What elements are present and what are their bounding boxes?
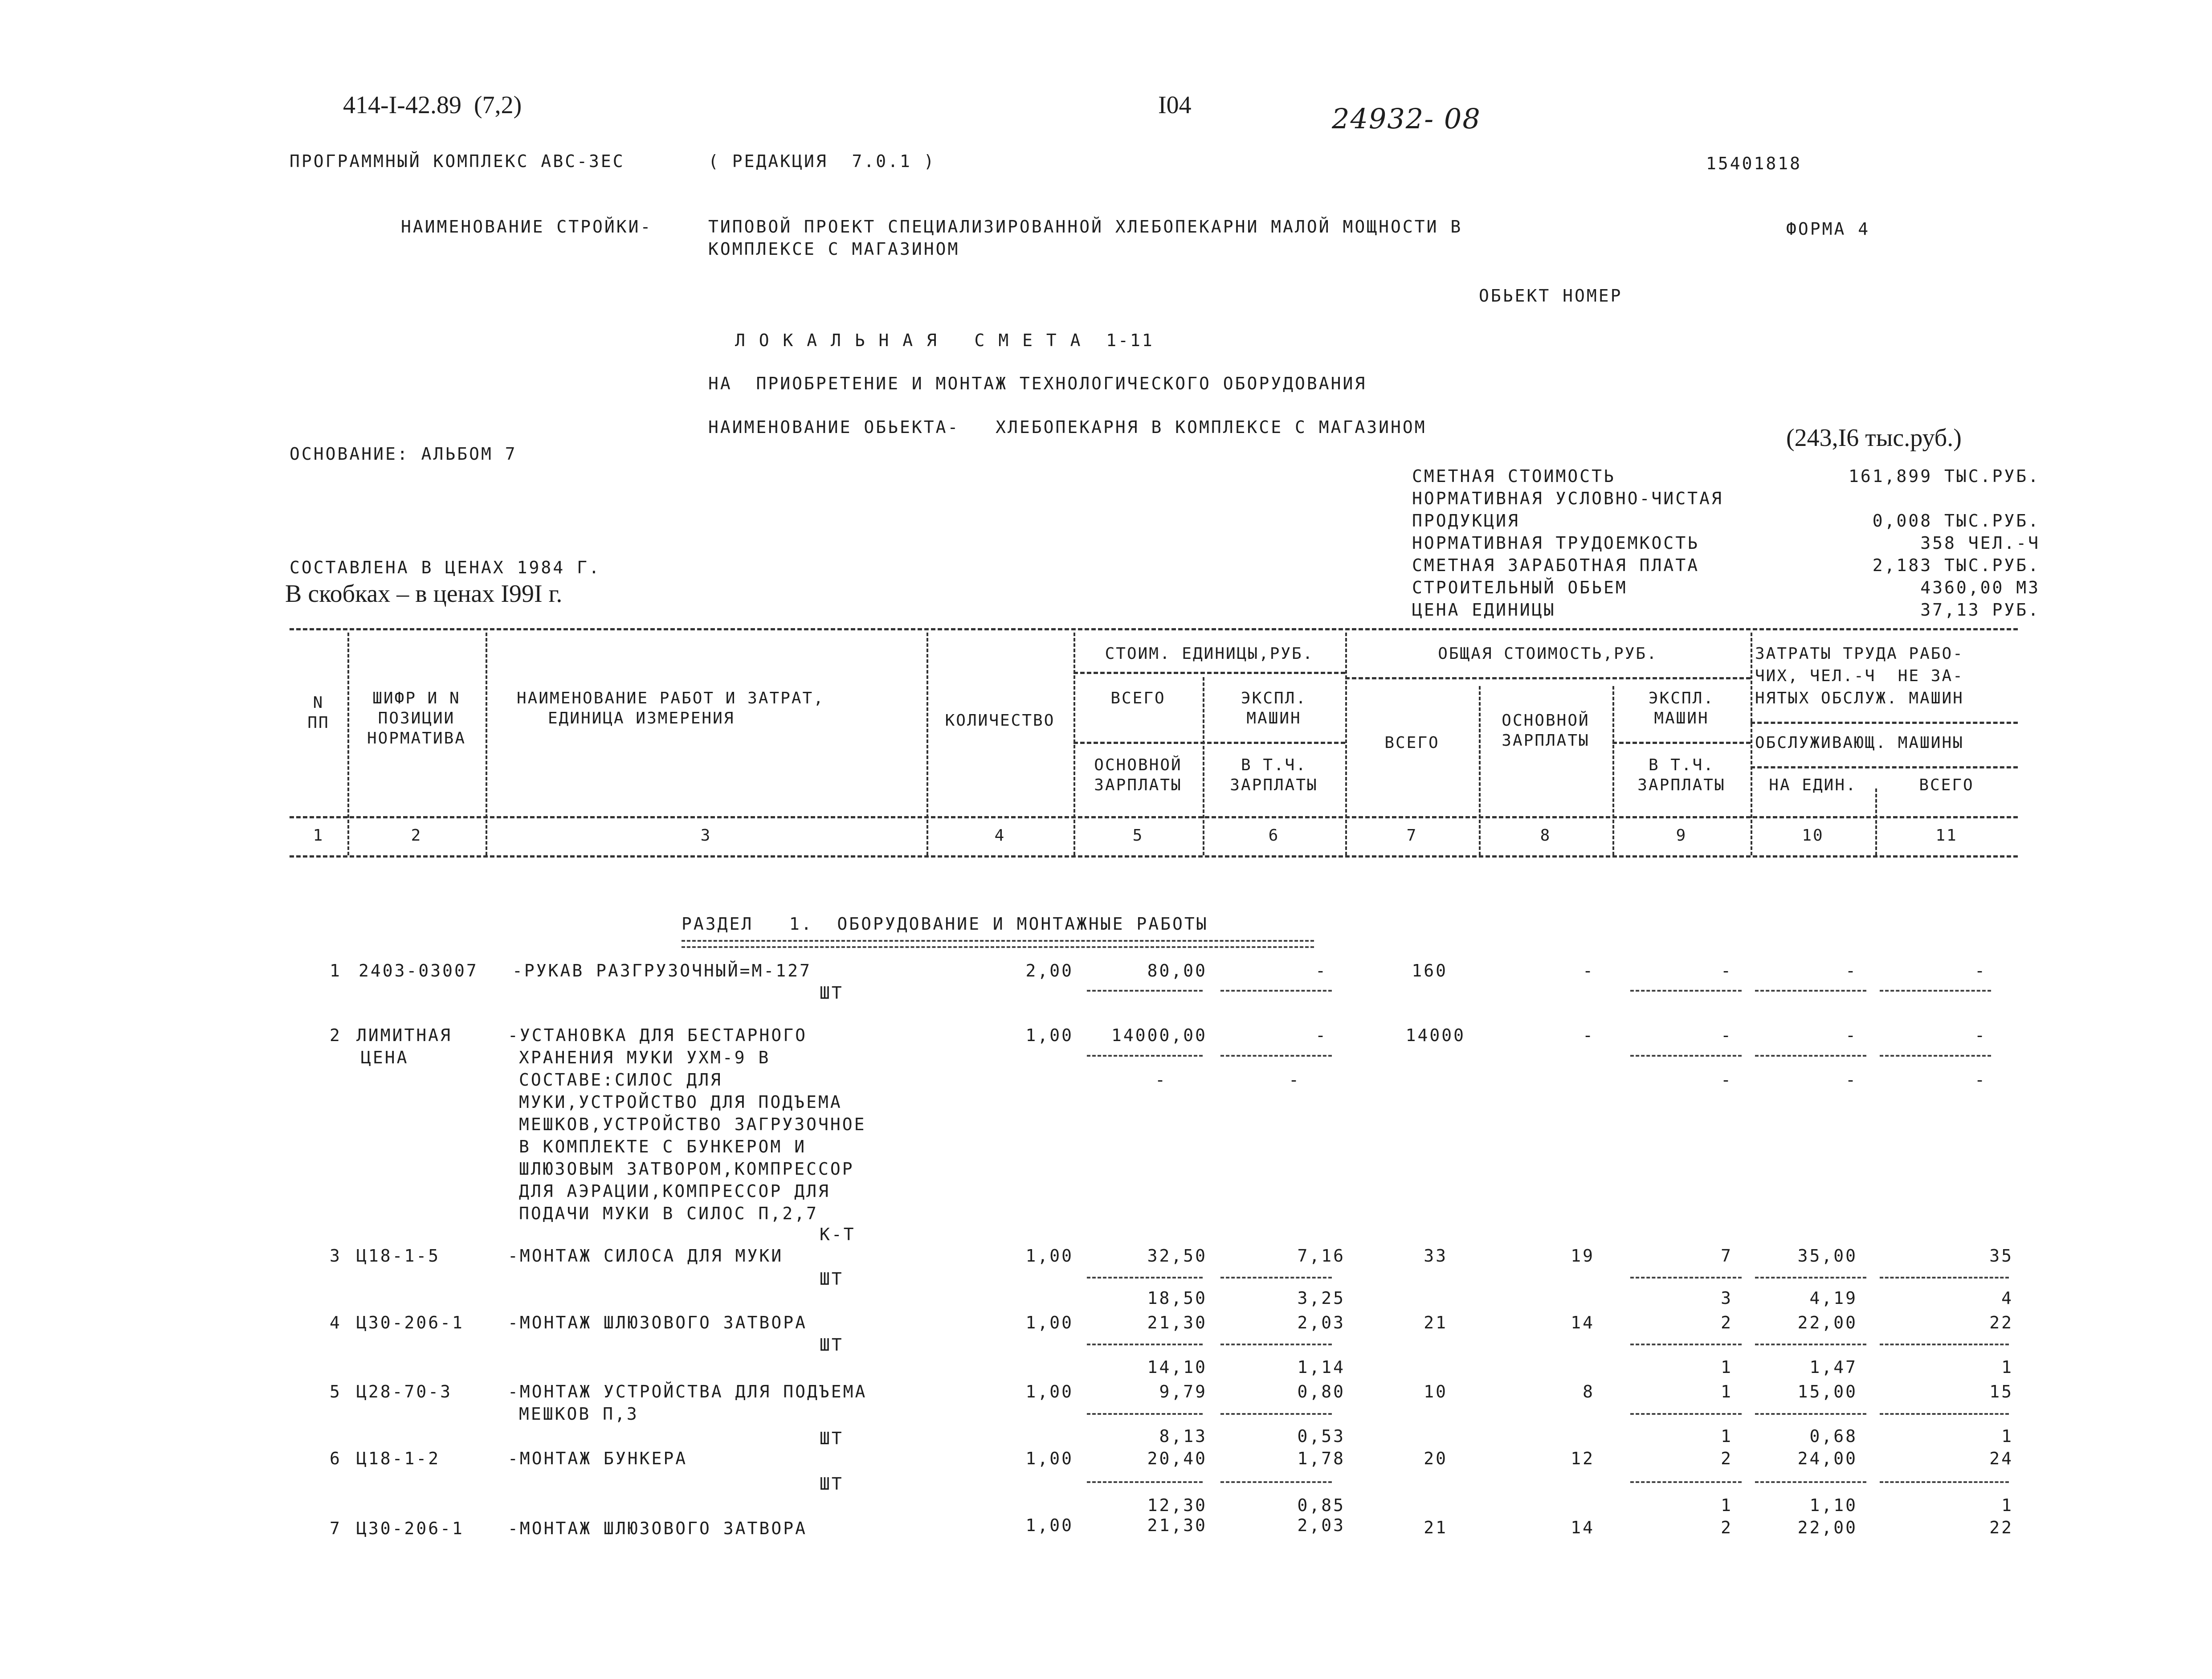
row-total: 21	[1424, 1313, 1448, 1332]
row-divider	[1880, 990, 1991, 992]
header-rule	[1751, 722, 2018, 724]
row-unit-cost: 21,30	[1147, 1516, 1207, 1535]
unit-ekspl-label: МАШИН	[1246, 709, 1302, 727]
row-total: 10	[1424, 1382, 1448, 1401]
basis: ОСНОВАНИЕ: АЛЬБОМ 7	[290, 444, 517, 464]
row-unit-vtch: 0,53	[1297, 1426, 1345, 1446]
row-unit-osn: 8,13	[1159, 1426, 1207, 1446]
row-divider	[1630, 1344, 1742, 1345]
labor-label: ЗАТРАТЫ ТРУДА РАБО-	[1755, 645, 1964, 663]
row-labor-unit-sub: 1,10	[1809, 1495, 1857, 1515]
row-labor-total-sub: -	[1975, 1070, 1987, 1090]
row-unit-cost: 80,00	[1147, 961, 1207, 980]
construction-label: НАИМЕНОВАНИЕ СТРОЙКИ-	[401, 217, 653, 237]
row-total-ekspl: -	[1721, 1025, 1733, 1045]
col-divider	[486, 633, 487, 855]
row-divider	[1220, 990, 1332, 992]
row-unit: ШТ	[820, 983, 844, 1003]
row-total-vtch: 1	[1721, 1495, 1733, 1515]
table-top-rule	[290, 628, 2018, 630]
row-qty: 2,00	[1025, 961, 1073, 980]
col-divider	[1479, 686, 1481, 855]
summary-label: ЦЕНА ЕДИНИЦЫ	[1412, 600, 1556, 620]
row-divider	[1755, 990, 1866, 992]
row-total-ekspl: 1	[1721, 1382, 1733, 1401]
col-number: 8	[1540, 826, 1551, 845]
row-divider	[1630, 1277, 1742, 1279]
col-number: 6	[1268, 826, 1280, 845]
row-number: 7	[330, 1519, 342, 1538]
unit-vtch-label: В Т.Ч.	[1241, 756, 1307, 774]
row-total: 33	[1424, 1246, 1448, 1266]
col-n-label: ПП	[307, 714, 330, 732]
row-unit-ekspl: 2,03	[1297, 1516, 1345, 1535]
header-rule	[1345, 677, 1751, 679]
total-ekspl-label: МАШИН	[1654, 709, 1709, 727]
row-number: 3	[330, 1246, 342, 1266]
construction-name-line1: ТИПОВОЙ ПРОЕКТ СПЕЦИАЛИЗИРОВАННОЙ ХЛЕБОПЕКАРНИ МАЛОЙ МОЩНОСТИ В	[708, 217, 1463, 237]
col-number: 7	[1406, 826, 1418, 845]
col-number: 5	[1132, 826, 1144, 845]
row-number: 5	[330, 1382, 342, 1401]
row-total-ekspl: 2	[1721, 1449, 1733, 1468]
summary-value: 37,13 РУБ.	[1920, 600, 2040, 620]
row-name: МЕШКОВ П,3	[519, 1404, 639, 1424]
row-name: -МОНТАЖ ШЛЮЗОВОГО ЗАТВОРА	[508, 1519, 807, 1538]
row-divider	[1880, 1277, 2009, 1279]
row-total-osn: 14	[1571, 1313, 1595, 1332]
labor-na-edin-label: НА ЕДИН.	[1769, 776, 1857, 794]
row-total: 160	[1412, 961, 1448, 980]
row-total-osn: -	[1583, 961, 1595, 980]
labor-vsego-label: ВСЕГО	[1919, 776, 1974, 794]
col-number: 2	[411, 826, 422, 845]
row-unit-ekspl: -	[1315, 1025, 1327, 1045]
row-unit-osn: 18,50	[1147, 1288, 1207, 1308]
row-labor-unit-sub: 0,68	[1809, 1426, 1857, 1446]
row-divider	[1087, 1055, 1203, 1057]
row-divider	[1880, 1413, 2009, 1415]
row-total-vtch: 1	[1721, 1357, 1733, 1377]
row-divider	[1220, 1055, 1332, 1057]
estimate-purpose: НА ПРИОБРЕТЕНИЕ И МОНТАЖ ТЕХНОЛОГИЧЕСКОГО ОБОРУДОВАНИЯ	[708, 374, 1367, 393]
row-code: Ц18-1-2	[356, 1449, 441, 1468]
total-ekspl-label: ЭКСПЛ.	[1648, 689, 1715, 707]
labor-label: НЯТЫХ ОБСЛУЖ. МАШИН	[1755, 689, 1964, 707]
col-divider	[1875, 788, 1877, 855]
row-divider	[1630, 1413, 1742, 1415]
header-rule	[1751, 766, 2018, 768]
summary-label: СТРОИТЕЛЬНЫЙ ОБЬЕМ	[1412, 578, 1628, 597]
prices-year: СОСТАВЛЕНА В ЦЕНАХ 1984 Г.	[290, 558, 601, 577]
summary-value: 161,899 ТЫС.РУБ.	[1848, 466, 2040, 486]
col-divider	[347, 633, 349, 855]
col-divider	[1612, 686, 1614, 855]
summary-label: НОРМАТИВНАЯ УСЛОВНО-ЧИСТАЯ	[1412, 489, 1723, 508]
row-total-ekspl: 2	[1721, 1313, 1733, 1332]
row-unit: ШТ	[820, 1335, 844, 1355]
row-total-osn: 12	[1571, 1449, 1595, 1468]
col-number: 11	[1935, 826, 1958, 845]
row-divider	[1755, 1277, 1866, 1279]
edition: ( РЕДАКЦИЯ 7.0.1 )	[708, 151, 936, 171]
row-qty: 1,00	[1025, 1449, 1073, 1468]
row-qty: 1,00	[1025, 1025, 1073, 1045]
row-divider	[1087, 1413, 1203, 1415]
row-number: 6	[330, 1449, 342, 1468]
row-divider	[1630, 1481, 1742, 1483]
row-unit: К-Т	[820, 1225, 856, 1244]
row-code: 2403-03007	[359, 961, 478, 980]
row-total-ekspl: 2	[1721, 1518, 1733, 1537]
labor-label: ЧИХ, ЧЕЛ.-Ч НЕ ЗА-	[1755, 667, 1964, 685]
header-rule	[1073, 672, 1345, 674]
row-labor-total-sub: 1	[2001, 1357, 2013, 1377]
row-name: В КОМПЛЕКТЕ С БУНКЕРОМ И	[519, 1137, 807, 1156]
col-code-label: ШИФР И N	[372, 689, 461, 707]
handwritten-number: 24932- 08	[1332, 102, 1481, 135]
row-qty: 1,00	[1025, 1313, 1073, 1332]
row-qty: 1,00	[1025, 1382, 1073, 1401]
row-divider	[1630, 1055, 1742, 1057]
doc-code: 414-I-42.89 (7,2)	[343, 91, 522, 119]
summary-label: ПРОДУКЦИЯ	[1412, 511, 1520, 531]
row-total-osn: 8	[1583, 1382, 1595, 1401]
row-divider	[1630, 990, 1742, 992]
col-number: 9	[1676, 826, 1687, 845]
row-unit-cost: 32,50	[1147, 1246, 1207, 1266]
row-name: -МОНТАЖ ШЛЮЗОВОГО ЗАТВОРА	[508, 1313, 807, 1332]
code-number: 15401818	[1706, 154, 1802, 173]
summary-label: СМЕТНАЯ СТОИМОСТЬ	[1412, 466, 1616, 486]
row-name: МЕШКОВ,УСТРОЙСТВО ЗАГРУЗОЧНОЕ	[519, 1115, 866, 1134]
row-total-vtch: 1	[1721, 1426, 1733, 1446]
row-labor-total: 15	[1989, 1382, 2013, 1401]
row-divider	[1755, 1055, 1866, 1057]
row-unit-ekspl: 7,16	[1297, 1246, 1345, 1266]
row-total: 21	[1424, 1518, 1448, 1537]
col-divider	[1073, 633, 1075, 855]
row-name: -УСТАНОВКА ДЛЯ БЕСТАРНОГО	[508, 1025, 807, 1045]
summary-value: 0,008 ТЫС.РУБ.	[1872, 511, 2040, 531]
summary-value: 4360,00 М3	[1920, 578, 2040, 597]
row-total-osn: 14	[1571, 1518, 1595, 1537]
row-name: -МОНТАЖ СИЛОСА ДЛЯ МУКИ	[508, 1246, 784, 1266]
row-name: СОСТАВЕ:СИЛОС ДЛЯ	[519, 1070, 722, 1090]
row-total-vtch: 3	[1721, 1288, 1733, 1308]
row-divider	[1087, 1344, 1203, 1345]
row-labor-unit: 24,00	[1797, 1449, 1857, 1468]
row-name: МУКИ,УСТРОЙСТВО ДЛЯ ПОДЪЕМА	[519, 1092, 842, 1112]
program-line: ПРОГРАММНЫЙ КОМПЛЕКС АВС-3ЕС	[290, 151, 625, 171]
row-divider	[1220, 1277, 1332, 1279]
page-number: I04	[1158, 91, 1192, 119]
row-total: 14000	[1405, 1025, 1465, 1045]
row-labor-total-sub: 4	[2001, 1288, 2013, 1308]
unit-vtch-label: ЗАРПЛАТЫ	[1230, 776, 1318, 794]
total-osn-label: ЗАРПЛАТЫ	[1502, 731, 1590, 750]
estimate-title: Л О К А Л Ь Н А Я С М Е Т А 1-11	[735, 331, 1154, 350]
section-title: РАЗДЕЛ 1. ОБОРУДОВАНИЕ И МОНТАЖНЫЕ РАБОТЫ	[682, 914, 1208, 934]
row-divider	[1087, 1277, 1203, 1279]
row-labor-unit-sub: 4,19	[1809, 1288, 1857, 1308]
unit-total-label: ВСЕГО	[1110, 689, 1166, 707]
row-total-osn: -	[1583, 1025, 1595, 1045]
row-labor-unit-sub: 1,47	[1809, 1357, 1857, 1377]
row-name: ПОДАЧИ МУКИ В СИЛОС П,2,7	[519, 1204, 818, 1223]
numbers-bottom-rule	[290, 855, 2018, 858]
total-vtch-label: В Т.Ч.	[1648, 756, 1715, 774]
row-labor-total: -	[1975, 961, 1987, 980]
row-code: Ц30-206-1	[356, 1519, 464, 1538]
row-unit-cost: 14000,00	[1111, 1025, 1207, 1045]
row-labor-unit: 22,00	[1797, 1518, 1857, 1537]
row-total-ekspl: 7	[1721, 1246, 1733, 1266]
row-code-line2: ЦЕНА	[361, 1048, 409, 1067]
row-unit-ekspl: 2,03	[1297, 1313, 1345, 1332]
col-number: 3	[700, 826, 712, 845]
col-code-label: НОРМАТИВА	[367, 729, 466, 748]
row-total-ekspl: -	[1721, 961, 1733, 980]
row-unit-vtch: -	[1289, 1070, 1301, 1090]
row-unit: ШТ	[820, 1269, 844, 1289]
summary-label: СМЕТНАЯ ЗАРАБОТНАЯ ПЛАТА	[1412, 556, 1700, 575]
row-unit: ШТ	[820, 1474, 844, 1494]
row-unit-cost: 20,40	[1147, 1449, 1207, 1468]
total-vtch-label: ЗАРПЛАТЫ	[1637, 776, 1726, 794]
row-name: -МОНТАЖ УСТРОЙСТВА ДЛЯ ПОДЪЕМА	[508, 1382, 867, 1401]
unit-osn-label: ОСНОВНОЙ	[1094, 756, 1182, 774]
price-1991: (243,I6 тыс.руб.)	[1786, 424, 1962, 452]
row-divider	[1755, 1344, 1866, 1345]
col-number: 4	[994, 826, 1006, 845]
row-unit-ekspl: -	[1315, 961, 1327, 980]
col-n-label: N	[313, 694, 324, 712]
row-labor-total: 22	[1989, 1518, 2013, 1537]
row-name: -МОНТАЖ БУНКЕРА	[508, 1449, 688, 1468]
row-labor-total: 24	[1989, 1449, 2013, 1468]
col-divider	[926, 633, 928, 855]
row-labor-unit-sub: -	[1845, 1070, 1857, 1090]
row-labor-total: 35	[1989, 1246, 2013, 1266]
section-underline	[682, 940, 1314, 948]
row-number: 4	[330, 1313, 342, 1332]
row-divider	[1755, 1413, 1866, 1415]
row-number: 2	[330, 1025, 342, 1045]
row-code: Ц30-206-1	[356, 1313, 464, 1332]
row-number: 1	[330, 961, 342, 980]
row-divider	[1220, 1413, 1332, 1415]
row-unit-cost: 9,79	[1159, 1382, 1207, 1401]
row-unit-osn: 12,30	[1147, 1495, 1207, 1515]
labor-sub-label: ОБСЛУЖИВАЮЩ. МАШИНЫ	[1755, 734, 1964, 752]
col-number: 1	[313, 826, 324, 845]
col-name-label: ЕДИНИЦА ИЗМЕРЕНИЯ	[548, 709, 735, 727]
row-labor-unit: -	[1845, 1025, 1857, 1045]
row-unit-cost: 21,30	[1147, 1313, 1207, 1332]
row-qty: 1,00	[1025, 1246, 1073, 1266]
row-unit-vtch: 3,25	[1297, 1288, 1345, 1308]
row-divider	[1220, 1344, 1332, 1345]
row-total-osn: 19	[1571, 1246, 1595, 1266]
unit-cost-label: СТОИМ. ЕДИНИЦЫ,РУБ.	[1105, 645, 1314, 663]
total-cost-label: ОБЩАЯ СТОИМОСТЬ,РУБ.	[1438, 645, 1658, 663]
row-unit-ekspl: 1,78	[1297, 1449, 1345, 1468]
row-divider	[1220, 1481, 1332, 1483]
row-total: 20	[1424, 1449, 1448, 1468]
row-unit-ekspl: 0,80	[1297, 1382, 1345, 1401]
summary-value: 2,183 ТЫС.РУБ.	[1872, 556, 2040, 575]
row-divider	[1755, 1481, 1866, 1483]
row-name: ДЛЯ АЭРАЦИИ,КОМПРЕССОР ДЛЯ	[519, 1181, 830, 1201]
col-divider	[1751, 633, 1752, 855]
summary-label: НОРМАТИВНАЯ ТРУДОЕМКОСТЬ	[1412, 533, 1700, 553]
row-divider	[1880, 1481, 2009, 1483]
row-code: Ц18-1-5	[356, 1246, 441, 1266]
row-labor-total-sub: 1	[2001, 1495, 2013, 1515]
row-name: ШЛЮЗОВЫМ ЗАТВОРОМ,КОМПРЕССОР	[519, 1159, 854, 1179]
row-code: ЛИМИТНАЯ	[356, 1025, 453, 1045]
col-qty-label: КОЛИЧЕСТВО	[945, 711, 1055, 730]
unit-ekspl-label: ЭКСПЛ.	[1241, 689, 1307, 707]
object-number: ОБЬЕКТ НОМЕР	[1479, 286, 1623, 306]
header-bottom-rule	[290, 816, 2018, 818]
row-total-vtch: -	[1721, 1070, 1733, 1090]
row-unit: ШТ	[820, 1429, 844, 1448]
row-name: ХРАНЕНИЯ МУКИ УХМ-9 В	[519, 1048, 771, 1067]
header-rule	[1612, 742, 1751, 744]
total-vsego-label: ВСЕГО	[1384, 734, 1440, 752]
row-divider	[1880, 1055, 1991, 1057]
row-unit-osn: -	[1155, 1070, 1167, 1090]
col-divider	[1203, 677, 1204, 855]
object-name: НАИМЕНОВАНИЕ ОБЬЕКТА- ХЛЕБОПЕКАРНЯ В КОМПЛЕКСЕ С МАГАЗИНОМ	[708, 417, 1427, 437]
row-labor-unit: 22,00	[1797, 1313, 1857, 1332]
row-labor-unit: 35,00	[1797, 1246, 1857, 1266]
brackets-note: В скобках – в ценах I99I г.	[285, 580, 563, 608]
row-qty: 1,00	[1025, 1516, 1073, 1535]
row-divider	[1087, 990, 1203, 992]
row-code: Ц28-70-3	[356, 1382, 453, 1401]
row-labor-total-sub: 1	[2001, 1426, 2013, 1446]
row-divider	[1087, 1481, 1203, 1483]
col-name-label: НАИМЕНОВАНИЕ РАБОТ И ЗАТРАТ,	[517, 689, 824, 707]
construction-name-line2: КОМПЛЕКСЕ С МАГАЗИНОМ	[708, 239, 960, 259]
header-rule	[1073, 742, 1345, 744]
row-labor-total: -	[1975, 1025, 1987, 1045]
col-divider	[1345, 633, 1347, 855]
total-osn-label: ОСНОВНОЙ	[1502, 711, 1590, 730]
row-unit-vtch: 0,85	[1297, 1495, 1345, 1515]
col-code-label: ПОЗИЦИИ	[378, 709, 455, 727]
form-label: ФОРМА 4	[1786, 219, 1870, 239]
row-divider	[1880, 1344, 2009, 1345]
row-labor-total: 22	[1989, 1313, 2013, 1332]
col-number: 10	[1802, 826, 1824, 845]
row-labor-unit: -	[1845, 961, 1857, 980]
row-unit-osn: 14,10	[1147, 1357, 1207, 1377]
row-name: -РУКАВ РАЗГРУЗОЧНЫЙ=М-127	[512, 961, 812, 980]
row-labor-unit: 15,00	[1797, 1382, 1857, 1401]
summary-value: 358 ЧЕЛ.-Ч	[1920, 533, 2040, 553]
row-unit-vtch: 1,14	[1297, 1357, 1345, 1377]
unit-osn-label: ЗАРПЛАТЫ	[1094, 776, 1182, 794]
